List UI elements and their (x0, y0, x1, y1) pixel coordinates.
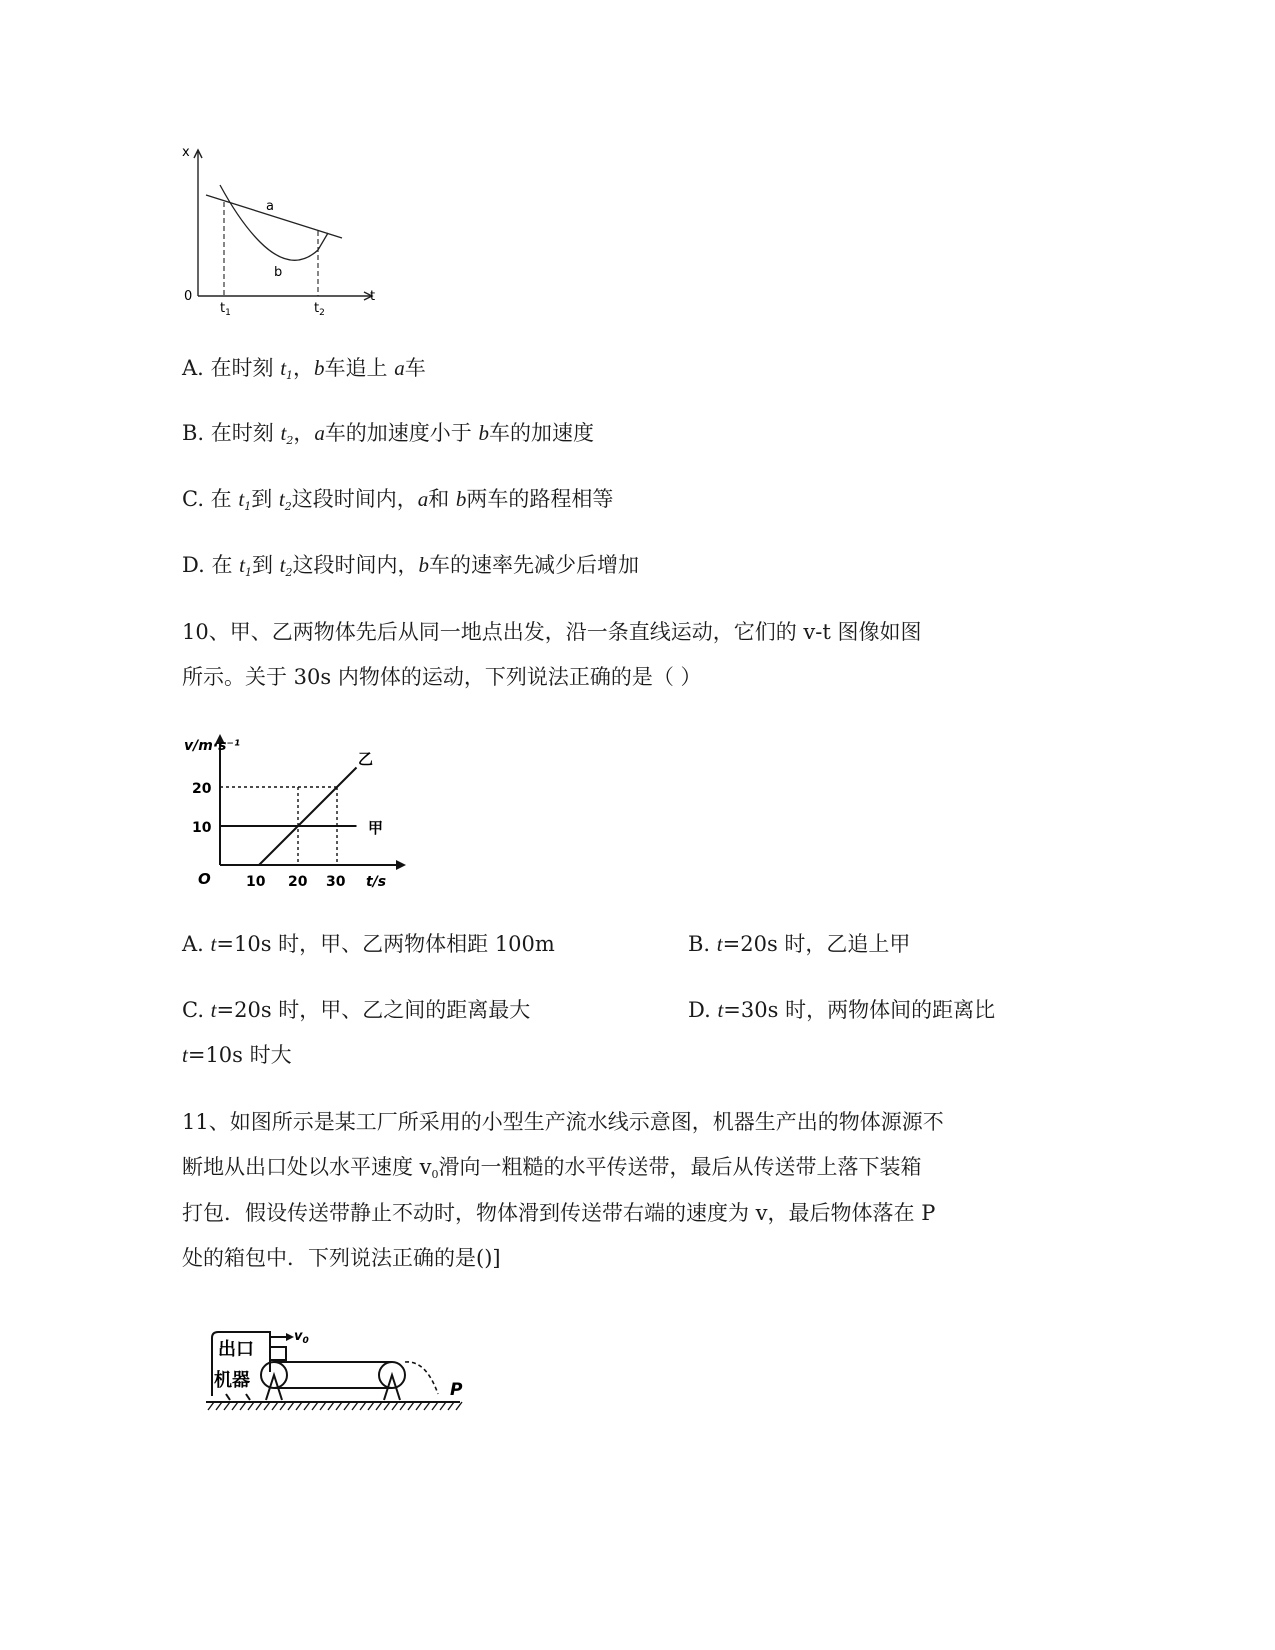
hatch-mark (344, 1402, 350, 1410)
x-axis-label: t (370, 289, 376, 304)
hatch-mark (368, 1402, 374, 1410)
origin-label: 0 (184, 289, 193, 304)
hatch-mark (296, 1402, 302, 1410)
product-box (270, 1347, 286, 1360)
hatch-mark (432, 1402, 438, 1410)
velocity-arrowhead (286, 1333, 294, 1341)
line-a-label: a (266, 199, 274, 214)
q10-option-d: D. t=30s 时，两物体间的距离比 (688, 998, 996, 1022)
vt-y-axis-label: v/m·s⁻¹ (184, 738, 240, 754)
hatch-mark (248, 1402, 254, 1410)
vt-y-tick-10: 10 (192, 820, 212, 836)
hatch-mark (224, 1402, 230, 1410)
vt-x-tick-20: 20 (288, 874, 308, 890)
machine-leg-2 (246, 1394, 250, 1400)
fall-trajectory (405, 1362, 438, 1394)
series-yi-line (259, 768, 357, 866)
q9-option-a: A. 在时刻 $t_1$，b车追上 a车 (182, 356, 426, 382)
hatch-mark (280, 1402, 286, 1410)
q10-option-c: C. t=20s 时，甲、乙之间的距离最大 (182, 998, 531, 1022)
hatch-mark (400, 1402, 406, 1410)
hatch-mark (288, 1402, 294, 1410)
hatch-mark (272, 1402, 278, 1410)
hatch-mark (416, 1402, 422, 1410)
hatch-mark (328, 1402, 334, 1410)
q10-stem-line1: 10、甲、乙两物体先后从同一地点出发，沿一条直线运动，它们的 v-t 图像如图 (182, 620, 922, 644)
hatch-mark (448, 1402, 454, 1410)
ground-hatching (208, 1402, 462, 1410)
t1-label: $t_1$ (220, 301, 231, 318)
vt-x-tick-30: 30 (326, 874, 346, 890)
q10-stem-line2: 所示。关于 30s 内物体的运动，下列说法正确的是（ ） (182, 665, 702, 689)
hatch-mark (456, 1402, 462, 1410)
vt-x-axis-arrow (396, 860, 406, 870)
machine-leg-1 (226, 1394, 230, 1400)
hatch-mark (384, 1402, 390, 1410)
hatch-mark (352, 1402, 358, 1410)
hatch-mark (336, 1402, 342, 1410)
vt-origin-label: O (198, 870, 211, 888)
q9-option-b: B. 在时刻 $t_2$，a车的加速度小于 b车的加速度 (182, 421, 594, 447)
hatch-mark (392, 1402, 398, 1410)
hatch-mark (216, 1402, 222, 1410)
vt-x-axis-label: t/s (366, 874, 387, 890)
hatch-mark (232, 1402, 238, 1410)
xt-graph-figure (178, 140, 388, 320)
hatch-mark (240, 1402, 246, 1410)
vt-y-tick-20: 20 (192, 781, 212, 797)
hatch-mark (208, 1402, 214, 1410)
curve-b (220, 185, 328, 260)
hatch-mark (440, 1402, 446, 1410)
hatch-mark (312, 1402, 318, 1410)
vt-x-tick-10: 10 (246, 874, 266, 890)
hatch-mark (256, 1402, 262, 1410)
q10-option-b: B. t=20s 时，乙追上甲 (688, 932, 911, 956)
hatch-mark (424, 1402, 430, 1410)
hatch-mark (304, 1402, 310, 1410)
p-label: P (450, 1380, 463, 1400)
q10-option-a: A. t=10s 时，甲、乙两物体相距 100m (182, 932, 555, 956)
outlet-label: 出口 (218, 1339, 254, 1360)
q9-option-c: C. 在 $t_1$到 $t_2$这段时间内，a和 b两车的路程相等 (182, 487, 614, 513)
line-a (206, 195, 342, 238)
t2-label: $t_2$ (314, 301, 325, 318)
curve-b-label: b (274, 265, 283, 280)
series-yi-label: 乙 (358, 750, 374, 768)
q11-stem-line1: 11、如图所示是某工厂所采用的小型生产流水线示意图，机器生产出的物体源源不 (182, 1110, 944, 1134)
hatch-mark (408, 1402, 414, 1410)
hatch-mark (320, 1402, 326, 1410)
hatch-mark (360, 1402, 366, 1410)
vt-graph-figure (178, 730, 408, 895)
hatch-mark (376, 1402, 382, 1410)
machine-label: 机器 (214, 1370, 250, 1391)
q11-stem-line2: 断地从出口处以水平速度 $v_0$滑向一粗糙的水平传送带，最后从传送带上落下装箱 (182, 1155, 922, 1181)
q10-option-d-cont: t=10s 时大 (182, 1043, 292, 1067)
q11-stem-line3: 打包．假设传送带静止不动时，物体滑到传送带右端的速度为 v，最后物体落在 P (182, 1201, 936, 1225)
conveyor-figure (198, 1320, 478, 1420)
hatch-mark (264, 1402, 270, 1410)
q11-stem-line4: 处的箱包中．下列说法正确的是()] (182, 1246, 501, 1270)
y-axis-label: x (182, 145, 190, 160)
v0-label: $v_0$ (294, 1329, 309, 1346)
q9-option-d: D. 在 $t_1$到 $t_2$这段时间内，b车的速率先减少后增加 (182, 553, 639, 579)
series-jia-label: 甲 (368, 819, 384, 837)
